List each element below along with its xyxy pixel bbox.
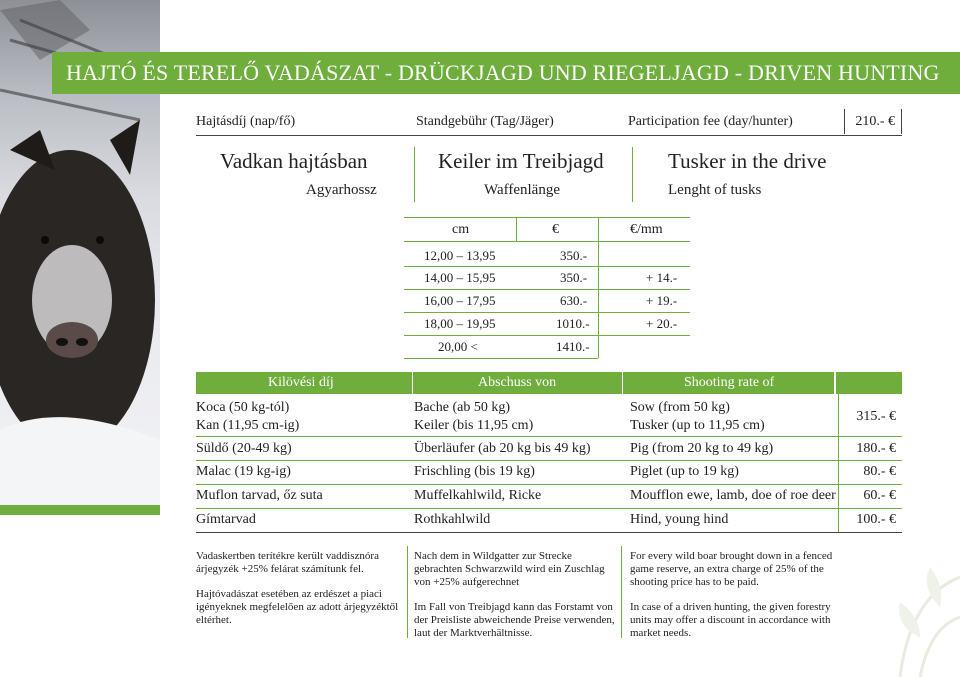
tusk-range: 12,00 – 13,95 bbox=[424, 248, 496, 263]
shooting-price: 60.- € bbox=[863, 488, 896, 503]
shooting-header bbox=[196, 372, 902, 394]
shooting-price: 180.- € bbox=[856, 441, 896, 456]
shooting-header-en: Shooting rate of bbox=[684, 375, 775, 390]
tusk-price: 350.- bbox=[560, 270, 588, 285]
tusk-range: 14,00 – 15,95 bbox=[424, 270, 496, 285]
price-divider bbox=[838, 394, 839, 436]
fee-price: 210.- € bbox=[855, 114, 895, 129]
leaf-ornament-icon bbox=[820, 537, 960, 677]
fee-price-cell bbox=[844, 109, 902, 134]
table-column-divider bbox=[598, 217, 599, 358]
animal-hu: Malac (19 kg-ig) bbox=[196, 464, 291, 479]
page-title: HAJTÓ ÉS TERELŐ VADÁSZAT - DRÜCKJAGD UND RIEGELJAGD - DRIVEN HUNTING bbox=[66, 60, 940, 85]
row-rule bbox=[196, 484, 902, 485]
notes-hu bbox=[196, 550, 402, 639]
animal-de: Frischling (bis 19 kg) bbox=[414, 464, 535, 479]
tusk-range: 18,00 – 19,95 bbox=[424, 316, 496, 331]
animal-hu: Kan (11,95 cm-ig) bbox=[196, 418, 300, 433]
animal-de: Überläufer (ab 20 kg bis 49 kg) bbox=[414, 441, 591, 456]
note-fenced-de: Nach dem in Wildgatter zur Strecke gebrachten Schwarzwild wird ein Zuschlag von +25% aufgerechnet bbox=[414, 550, 605, 588]
header-divider bbox=[834, 372, 836, 394]
fee-label-de: Standgebühr (Tag/Jäger) bbox=[416, 114, 554, 129]
row-rule bbox=[196, 532, 902, 533]
tusk-per-mm: + 14.- bbox=[646, 270, 678, 285]
tusk-length-en: Lenght of tusks bbox=[668, 182, 762, 198]
tusk-length-hu: Agyarhossz bbox=[306, 182, 377, 198]
shooting-price: 100.- € bbox=[856, 512, 896, 527]
row-rule bbox=[404, 358, 598, 359]
animal-de: Keiler (bis 11,95 cm) bbox=[414, 418, 534, 433]
price-divider bbox=[838, 460, 839, 484]
col-header-eur: € bbox=[552, 222, 559, 237]
header-divider bbox=[622, 372, 623, 394]
tusk-range: 20,00 < bbox=[438, 339, 478, 354]
animal-en: Hind, young hind bbox=[630, 512, 729, 527]
divider-line bbox=[632, 147, 633, 202]
animal-de: Muffelkahlwild, Ricke bbox=[414, 488, 542, 503]
boar-title-de: Keiler im Treibjagd bbox=[438, 149, 604, 173]
shooting-price: 80.- € bbox=[863, 464, 896, 479]
animal-en: Tusker (up to 11,95 cm) bbox=[630, 418, 765, 433]
price-divider bbox=[838, 436, 839, 460]
animal-hu: Muflon tarvad, őz suta bbox=[196, 488, 323, 503]
row-rule bbox=[404, 335, 690, 336]
animal-en: Pig (from 20 kg to 49 kg) bbox=[630, 441, 774, 456]
row-rule bbox=[196, 460, 902, 461]
note-fenced-hu: Vadaskertben terítékre került vaddisznóra árjegyzék +25% felárat számítunk fel. bbox=[196, 550, 379, 575]
col-header-cm: cm bbox=[452, 222, 470, 237]
tusk-length-de: Waffenlänge bbox=[484, 182, 560, 198]
divider-line bbox=[414, 147, 415, 202]
animal-hu: Gímtarvad bbox=[196, 512, 256, 527]
animal-de: Bache (ab 50 kg) bbox=[414, 400, 511, 415]
photo-accent-bar bbox=[0, 505, 160, 515]
header-divider bbox=[412, 372, 413, 394]
animal-en: Piglet (up to 19 kg) bbox=[630, 464, 739, 479]
notes-de bbox=[414, 550, 618, 652]
note-fenced-en: For every wild boar brought down in a fenced game reserve, an extra charge of 25% of the shooting price has to be paid. bbox=[630, 550, 833, 588]
note-driven-en: In case of a driven hunting, the given forestry units may offer a discount in accordance with market needs. bbox=[630, 601, 831, 639]
note-driven-hu: Hajtóvadászat esetében az erdészet a piaci igényeknek megfelelően az adott árjegyzéktől eltérhet. bbox=[196, 588, 399, 626]
boar-title-hu: Vadkan hajtásban bbox=[220, 149, 368, 173]
row-rule bbox=[196, 436, 902, 437]
animal-hu: Koca (50 kg-tól) bbox=[196, 400, 290, 415]
tusk-price: 350.- bbox=[560, 248, 588, 263]
notes-divider bbox=[621, 546, 622, 638]
tusk-price: 630.- bbox=[560, 293, 588, 308]
animal-en: Sow (from 50 kg) bbox=[630, 400, 730, 415]
tusk-price: 1410.- bbox=[556, 339, 590, 354]
row-rule bbox=[404, 289, 690, 290]
notes-divider bbox=[407, 546, 408, 638]
participation-fee-row bbox=[196, 109, 902, 136]
table-rule bbox=[404, 241, 690, 242]
table-column-divider bbox=[516, 217, 517, 241]
col-header-eur-mm: €/mm bbox=[630, 222, 663, 237]
tusk-price: 1010.- bbox=[556, 316, 590, 331]
fee-label-hu: Hajtásdíj (nap/fő) bbox=[196, 114, 296, 129]
price-divider bbox=[838, 484, 839, 508]
tusk-per-mm: + 20.- bbox=[646, 316, 678, 331]
fee-label-en: Participation fee (day/hunter) bbox=[628, 114, 793, 129]
shooting-header-de: Abschuss von bbox=[478, 375, 557, 390]
price-divider bbox=[838, 508, 839, 532]
row-rule bbox=[196, 508, 902, 509]
shooting-header-hu: Kilövési díj bbox=[268, 375, 334, 390]
note-driven-de: Im Fall von Treibjagd kann das Forstamt von der Preisliste abweichende Preise verwenden, laut der Marktverhältnisse. bbox=[414, 601, 615, 639]
row-rule bbox=[404, 266, 690, 267]
notes-en bbox=[630, 550, 848, 652]
tusk-range: 16,00 – 17,95 bbox=[424, 293, 496, 308]
animal-de: Rothkahlwild bbox=[414, 512, 491, 527]
shooting-price: 315.- € bbox=[856, 409, 896, 424]
animal-hu: Süldő (20-49 kg) bbox=[196, 441, 292, 456]
row-rule bbox=[404, 312, 690, 313]
boar-title-en: Tusker in the drive bbox=[668, 149, 827, 173]
table-rule bbox=[404, 217, 690, 218]
tusk-per-mm: + 19.- bbox=[646, 293, 678, 308]
animal-en: Moufflon ewe, lamb, doe of roe deer bbox=[630, 488, 836, 503]
title-banner bbox=[52, 52, 960, 94]
